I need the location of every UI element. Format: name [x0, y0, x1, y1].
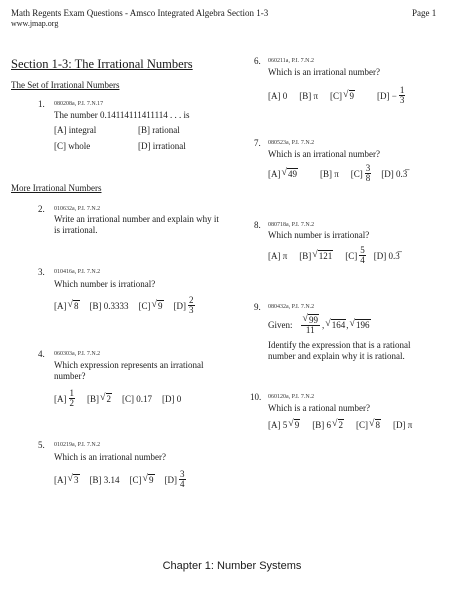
q6-choice-b: [B] π — [299, 90, 319, 101]
sqrt-icon: √ 8 — [67, 299, 79, 311]
q7-choice-c: [C] — [350, 168, 363, 179]
q2-text-1: Write an irrational number and explain why it — [54, 214, 219, 224]
q10-choice-c: [C] — [356, 419, 368, 430]
q9-text-1: Identify the expression that is a rational — [268, 340, 411, 350]
q10-code: 060120a, P.I. 7.N.2 — [268, 394, 315, 400]
fraction: $\frac{1}{3}$ — [399, 85, 405, 105]
q8-choice-d: [D] 0.3̅ — [373, 250, 400, 261]
q9-number: 9. — [254, 302, 261, 312]
q1-choice-a: [A] integral — [54, 125, 97, 135]
q6-choice-d: [D] − — [377, 90, 397, 101]
q4-choices — [54, 389, 181, 408]
q9-given-label: Given: — [268, 319, 293, 330]
q7-code: 080523a, P.I. 7.N.2 — [268, 140, 315, 146]
sqrt-icon: √ 121 — [312, 249, 333, 261]
q1-choice-b: [B] rational — [138, 125, 180, 135]
q1-number: 1. — [38, 99, 45, 109]
q10-text: Which is a rational number? — [268, 403, 370, 413]
sqrt-icon: √ 164 — [325, 318, 346, 330]
q10-choice-d: [D] π — [393, 419, 413, 430]
q4-choice-d: [D] 0 — [162, 393, 182, 404]
q1-text: The number 0.14114111411114 . . . is — [54, 110, 190, 120]
q6-choice-a: [A] 0 — [268, 90, 288, 101]
q8-number: 8. — [254, 220, 261, 230]
q1-code: 080208a, P.I. 7.N.17 — [54, 101, 104, 107]
q10-choices — [268, 419, 412, 430]
q3-choice-d: [D] — [173, 300, 186, 311]
q8-text: Which number is irrational? — [268, 230, 370, 240]
q9-code: 080432a, P.I. 7.N.2 — [268, 304, 315, 310]
q7-choice-d: [D] 0.3̅ — [381, 168, 408, 179]
subsection-irrational: The Set of Irrational Numbers — [11, 80, 120, 90]
q8-choices — [268, 246, 400, 265]
q1-choice-d: [D] irrational — [138, 141, 186, 151]
q7-choices — [268, 164, 407, 183]
q3-choice-a: [A] — [54, 300, 67, 311]
sqrt-icon: √ 2 — [332, 418, 343, 430]
fraction: $\frac{1}{2}$ — [69, 388, 74, 408]
q4-number: 4. — [38, 349, 45, 359]
q6-choice-c: [C] — [330, 90, 343, 101]
q5-choice-d: [D] — [164, 474, 177, 485]
sqrt-icon: √ 9 — [151, 299, 163, 311]
q3-choice-b: [B] 0.3333 — [89, 300, 129, 311]
q8-code: 080718a, P.I. 7.N.2 — [268, 222, 315, 228]
q1-choice-c: [C] whole — [54, 141, 91, 151]
q2-number: 2. — [38, 204, 45, 214]
fraction: $\frac{3}{8}$ — [365, 163, 371, 183]
q7-number: 7. — [254, 138, 261, 148]
sqrt-icon: √ 9 — [343, 89, 355, 101]
sqrt-icon: √ 3 — [67, 473, 79, 485]
q3-choices — [54, 296, 197, 315]
fraction: $\frac{3}{4}$ — [180, 469, 185, 489]
header-url: www.jmap.org — [11, 19, 59, 28]
q9-text-2: number and explain why it is rational. — [268, 351, 405, 361]
q6-number: 6. — [254, 56, 261, 66]
q5-choice-c: [C] — [129, 474, 142, 485]
sqrt-icon: √ 49 — [281, 167, 297, 179]
q8-choice-c: [C] — [345, 250, 358, 261]
q7-choice-a: [A] — [268, 168, 281, 179]
q6-text: Which is an irrational number? — [268, 67, 380, 77]
q7-choice-b: [B] π — [320, 168, 339, 179]
subsection-more: More Irrational Numbers — [11, 183, 102, 193]
q6-code: 060211a, P.I. 7.N.2 — [268, 58, 314, 64]
q4-text-1: Which expression represents an irrational — [54, 360, 204, 370]
q5-choice-a: [A] — [54, 474, 67, 485]
sqrt-icon: √ 99 — [302, 313, 318, 325]
q7-text: Which is an irrational number? — [268, 149, 380, 159]
q10-choice-a: [A] 5 — [268, 419, 288, 430]
fraction: √ 99 11 — [302, 313, 318, 335]
q4-text-2: number? — [54, 371, 86, 381]
q4-choice-c: [C] 0.17 — [122, 393, 152, 404]
sqrt-icon: √ 9 — [288, 418, 300, 430]
header-title: Math Regents Exam Questions - Amsco Integrated Algebra Section 1-3 — [11, 8, 269, 18]
fraction: $\frac{2}{3}$ — [189, 295, 194, 315]
q3-number: 3. — [38, 267, 45, 277]
q2-code: 010632a, P.I. 7.N.2 — [54, 206, 101, 212]
q8-choice-b: [B] — [299, 250, 312, 261]
q4-choice-a: [A] — [54, 393, 67, 404]
q8-choice-a: [A] π — [268, 250, 288, 261]
sqrt-icon: √ 9 — [142, 473, 154, 485]
q5-text: Which is an irrational number? — [54, 452, 166, 462]
sqrt-icon: √ 196 — [349, 318, 370, 330]
page-number: Page 1 — [412, 8, 437, 18]
q5-code: 010219a, P.I. 7.N.2 — [54, 442, 101, 448]
q4-code: 060303a, P.I. 7.N.2 — [54, 351, 101, 357]
q10-choice-b: [B] 6 — [312, 419, 331, 430]
q9-given: Given: √ 99 11 , √ 164 , √ 196 — [268, 313, 370, 335]
q4-choice-b: [B] — [87, 393, 99, 404]
q5-choice-b: [B] 3.14 — [89, 474, 120, 485]
q6-choices — [268, 86, 407, 105]
q5-number: 5. — [38, 440, 45, 450]
q2-text-2: is irrational. — [54, 225, 98, 235]
sqrt-icon: √ 8 — [369, 418, 380, 430]
q10-number: 10. — [250, 392, 262, 402]
sqrt-icon: √ 2 — [100, 392, 111, 404]
q3-code: 010416a, P.I. 7.N.2 — [54, 269, 101, 275]
chapter-footer: Chapter 1: Number Systems — [162, 560, 302, 572]
fraction: $\frac{5}{4}$ — [360, 245, 365, 265]
section-title: Section 1-3: The Irrational Numbers — [11, 57, 193, 71]
q5-choices — [54, 470, 188, 489]
q3-choice-c: [C] — [138, 300, 151, 311]
q3-text: Which number is irrational? — [54, 279, 156, 289]
